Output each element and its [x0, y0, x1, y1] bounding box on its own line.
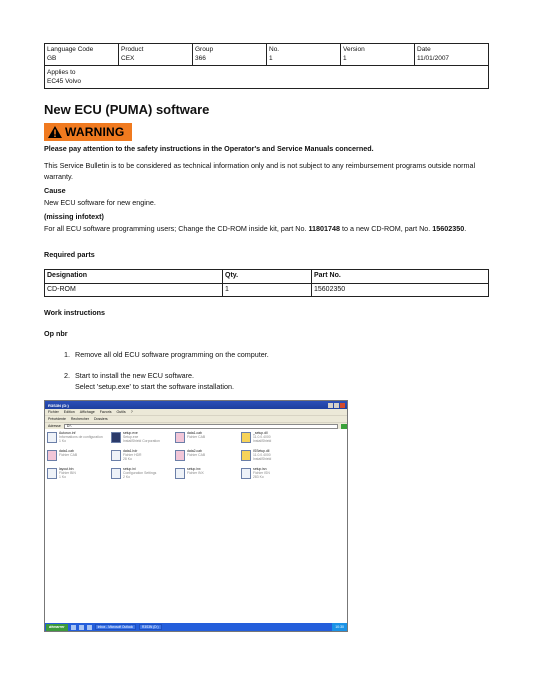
header-value: 11/01/2007	[417, 55, 450, 62]
header-label: No.	[269, 46, 280, 53]
table-cell: 1	[223, 284, 312, 296]
taskbar-item[interactable]: Inbox - Microsoft Outlook	[95, 624, 136, 630]
warning-banner	[44, 123, 132, 141]
safety-note: Please pay attention to the safety instructions in the Operator's and Service Manuals concerned.	[44, 144, 374, 153]
file-size: 2 Ko	[123, 474, 130, 479]
missing-infotext-heading: (missing infotext)	[44, 212, 104, 221]
bulletin-header-table	[44, 43, 489, 89]
dll-file-icon	[241, 450, 251, 461]
file-item[interactable]	[47, 432, 105, 450]
menu-item[interactable]: Outils	[116, 410, 126, 414]
window-controls	[328, 403, 347, 408]
file-name: data1.cab	[59, 449, 74, 453]
step-1	[64, 349, 269, 360]
file-info: Setup.exe	[123, 434, 139, 439]
address-bar	[45, 422, 347, 429]
cab-file-icon	[47, 450, 57, 461]
step-subtext: Select 'setup.exe' to start the software installation.	[75, 382, 234, 391]
applies-to-row	[45, 66, 488, 88]
header-value: GB	[47, 55, 57, 62]
header-value: 366	[195, 55, 206, 62]
file-name: setup.inx	[187, 467, 201, 471]
file-info: 11.0.0.4000	[253, 434, 271, 439]
file-item[interactable]	[241, 450, 299, 468]
header-cell-group	[193, 44, 267, 65]
header-label: Version	[343, 46, 365, 53]
menu-item[interactable]: Affichage	[79, 410, 95, 414]
file-info: Fichier HDR	[123, 452, 142, 457]
header-label: Language Code	[47, 46, 94, 53]
file-icon	[241, 468, 251, 479]
settings-file-icon	[111, 468, 121, 479]
cause-text: New ECU software for new engine.	[44, 198, 156, 207]
go-button[interactable]	[341, 424, 347, 429]
old-part-number: 11801748	[308, 224, 341, 233]
maximize-icon[interactable]	[334, 403, 339, 408]
file-name: setup.exe	[123, 431, 138, 435]
missing-infotext-text	[44, 223, 489, 234]
op-nbr-heading: Op nbr	[44, 329, 68, 338]
taskbar-item[interactable]: R3S3N (D:)	[139, 624, 161, 630]
required-parts-table	[44, 269, 489, 297]
header-cell-version	[341, 44, 415, 65]
quicklaunch-icon[interactable]	[71, 625, 76, 630]
file-info: Fichier INX	[187, 470, 204, 475]
work-instructions-heading: Work instructions	[44, 308, 105, 317]
file-info: Fichier CAB	[187, 452, 206, 457]
file-item[interactable]	[111, 450, 169, 468]
file-item[interactable]	[47, 450, 105, 468]
quicklaunch-icon[interactable]	[79, 625, 84, 630]
step-text: Remove all old ECU software programming on the computer.	[75, 350, 269, 359]
file-icon	[111, 450, 121, 461]
file-icon	[47, 432, 57, 443]
header-label: Group	[195, 46, 214, 53]
file-info: Configuration Settings	[123, 470, 157, 475]
warning-label: WARNING	[65, 125, 125, 139]
file-item[interactable]	[111, 432, 169, 450]
step-text: Start to install the new ECU software.	[75, 371, 195, 380]
header-row	[45, 44, 488, 66]
file-info: Fichier CAB	[187, 434, 206, 439]
new-part-number: 15602350	[432, 224, 465, 233]
file-item[interactable]	[47, 468, 105, 486]
file-item[interactable]	[241, 468, 299, 486]
file-size: 1 Ko	[59, 474, 66, 479]
file-name: ISSetup.dll	[253, 449, 270, 453]
file-item[interactable]	[241, 432, 299, 450]
table-cell: CD-ROM	[45, 284, 223, 296]
header-value: 1	[269, 55, 273, 62]
file-name: data1.hdr	[123, 449, 138, 453]
column-header: Part No.	[314, 272, 341, 279]
start-button[interactable]: démarrer	[46, 624, 68, 631]
file-item[interactable]	[175, 450, 233, 468]
file-size: InstallShield	[253, 456, 272, 461]
toolbar	[45, 415, 347, 422]
folders-button[interactable]: Dossiers	[94, 417, 108, 421]
minimize-icon[interactable]	[328, 403, 333, 408]
dll-file-icon	[241, 432, 251, 443]
file-name: data1.cab	[187, 431, 202, 435]
header-label: Date	[417, 46, 431, 53]
table-cell: 15602350	[314, 286, 346, 293]
header-label: Product	[121, 46, 144, 53]
page-title: New ECU (PUMA) software	[44, 102, 210, 117]
window-title: R3S3N (D:)	[48, 402, 69, 408]
menu-item[interactable]: Edition	[63, 410, 75, 414]
file-size: InstallShield Corporation	[123, 438, 160, 443]
header-value: CEX	[121, 55, 135, 62]
step-number: 2.	[64, 371, 70, 380]
cab-file-icon	[175, 432, 185, 443]
text-fragment: .	[464, 224, 467, 233]
cab-file-icon	[175, 450, 185, 461]
file-size: 1 Ko	[59, 438, 66, 443]
applies-to-value: EC45 Volvo	[47, 78, 81, 85]
header-value: 1	[343, 55, 347, 62]
file-size: 283 Ko	[253, 474, 264, 479]
table-header-row	[45, 270, 488, 283]
file-name: data2.cab	[187, 449, 202, 453]
file-info: Fichier CAB	[59, 452, 78, 457]
header-cell-number	[267, 44, 341, 65]
explorer-screenshot	[44, 400, 348, 632]
step-number: 1.	[64, 350, 70, 359]
column-header: Qty.	[223, 270, 312, 283]
menu-item[interactable]: Favoris	[99, 410, 112, 414]
file-size: 28 Ko	[123, 456, 132, 461]
file-info: Informations de configuration	[59, 434, 103, 439]
setup-exe-icon	[111, 432, 121, 443]
taskbar	[45, 623, 347, 631]
window-title-bar	[45, 401, 347, 409]
file-info: Fichier ISN	[253, 470, 270, 475]
applies-to-label: Applies to	[47, 69, 76, 76]
address-input[interactable]: D:\	[64, 424, 338, 429]
file-info: Fichier BIN	[59, 470, 76, 475]
header-cell-product	[119, 44, 193, 65]
file-list	[45, 430, 347, 618]
menu-item[interactable]: Fichier	[48, 410, 59, 414]
system-tray-clock: 10:30	[332, 623, 347, 631]
menu-item[interactable]: ?	[130, 410, 133, 414]
file-item[interactable]	[175, 432, 233, 450]
quicklaunch-icon[interactable]	[87, 625, 92, 630]
file-name: _setup.dll	[253, 431, 268, 435]
close-icon[interactable]	[340, 403, 345, 408]
text-fragment: For all ECU software programming users; Change the CD-ROM inside kit, part No.	[44, 224, 309, 233]
address-label: Adresse	[48, 424, 61, 428]
back-button[interactable]: Précédente	[48, 417, 66, 421]
file-item[interactable]	[111, 468, 169, 486]
header-cell-language	[45, 44, 119, 65]
file-name: layout.bin	[59, 467, 74, 471]
cause-heading: Cause	[44, 186, 66, 195]
info-text: This Service Bulletin is to be considered as technical information only and is not subject to any reimbursement programs outside normal warranty.	[44, 161, 476, 181]
file-size: InstallShield	[253, 438, 272, 443]
file-info: 11.0.0.4000	[253, 452, 271, 457]
required-parts-heading: Required parts	[44, 250, 95, 259]
column-header: Designation	[45, 270, 223, 283]
warning-triangle-icon	[47, 125, 63, 139]
table-row	[45, 283, 488, 296]
file-icon	[47, 468, 57, 479]
file-name: setup.ini	[123, 467, 136, 471]
header-cell-date	[415, 44, 488, 65]
file-item[interactable]	[175, 468, 233, 486]
text-fragment: to a new CD-ROM, part No.	[340, 224, 433, 233]
file-icon	[175, 468, 185, 479]
file-name: setup.isn	[253, 467, 267, 471]
step-2	[64, 370, 234, 392]
file-name: Autorun.inf	[59, 431, 76, 435]
search-button[interactable]: Rechercher	[70, 417, 89, 421]
